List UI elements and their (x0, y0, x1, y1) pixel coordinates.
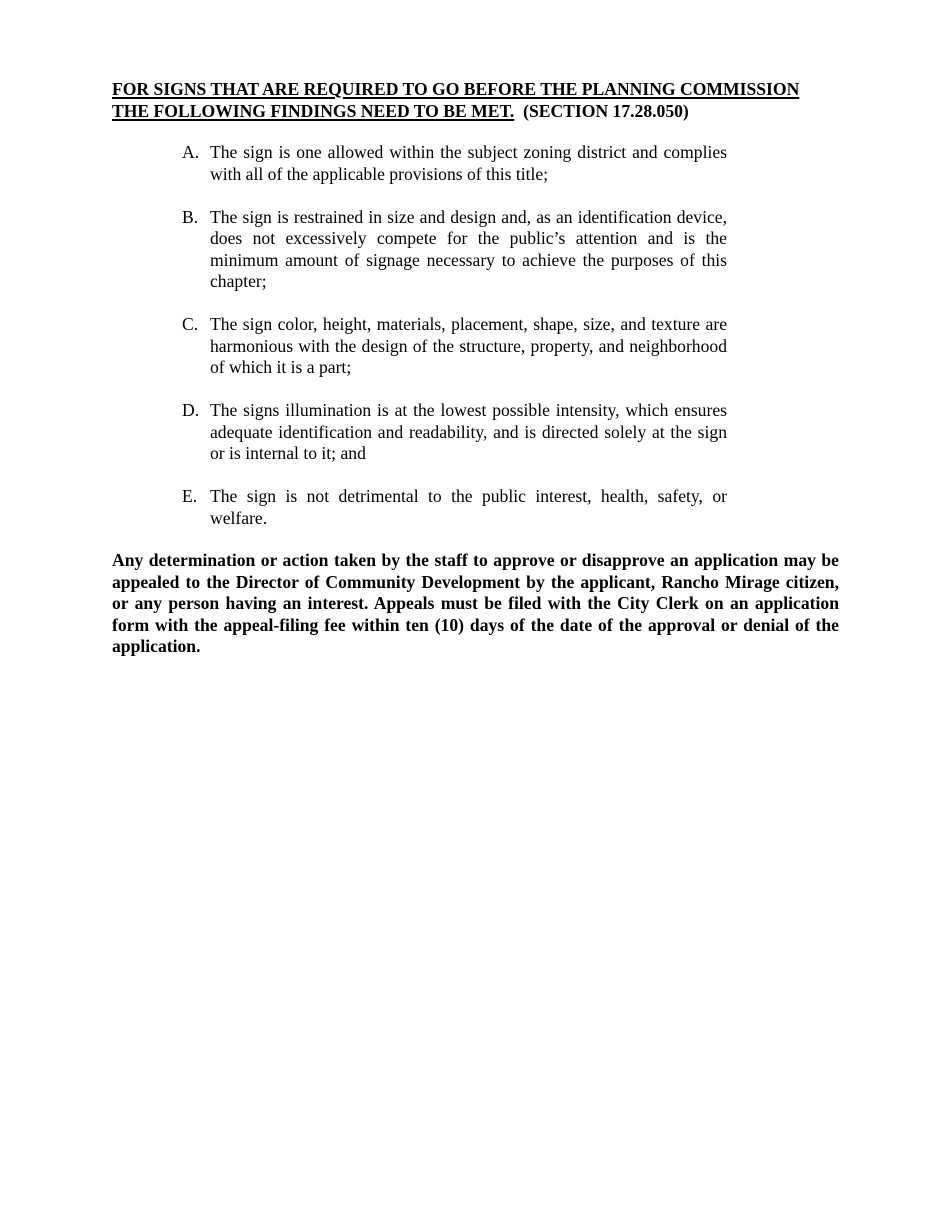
finding-text: The sign is restrained in size and design and, as an identification device, does not excessively compete for the public’s attention and is the minimum amount of signage necessary to achieve the purposes of this chapter; (210, 206, 727, 291)
finding-letter: D. (182, 400, 200, 420)
section-reference: (SECTION 17.28.050) (523, 101, 689, 121)
appeal-notice: Any determination or action taken by the staff to approve or disapprove an application may be appealed to the Director of Community Development by the applicant, Rancho Mirage citizen, or any person having an interest. Appeals must be filed with the City Clerk on an application form with the appeal-filing fee within ten (10) days of the date of the approval or denial of the application. (112, 550, 839, 657)
heading-line-2: THE FOLLOWING FINDINGS NEED TO BE MET. (112, 101, 515, 121)
heading-line-1: FOR SIGNS THAT ARE REQUIRED TO GO BEFORE THE PLANNING COMMISSION (112, 79, 800, 99)
finding-text: The signs illumination is at the lowest possible intensity, which ensures adequate identification and readability, and is directed solely at the sign or is internal to it; and (210, 400, 727, 463)
finding-text: The sign is one allowed within the subject zoning district and complies with all of the applicable provisions of this title; (210, 142, 727, 184)
finding-b (182, 207, 727, 293)
finding-letter: B. (182, 206, 199, 227)
finding-d (182, 400, 727, 465)
finding-letter: A. (182, 142, 200, 162)
finding-a (182, 142, 727, 185)
finding-letter: E. (182, 486, 198, 506)
findings-heading (112, 78, 852, 122)
finding-letter: C. (182, 314, 199, 334)
finding-text: The sign is not detrimental to the public interest, health, safety, or welfare. (210, 486, 727, 528)
finding-text: The sign color, height, materials, placement, shape, size, and texture are harmonious with the design of the structure, property, and neighborhood of which it is a part; (210, 314, 727, 377)
finding-c (182, 314, 727, 379)
finding-e (182, 486, 727, 529)
findings-list (182, 142, 727, 529)
